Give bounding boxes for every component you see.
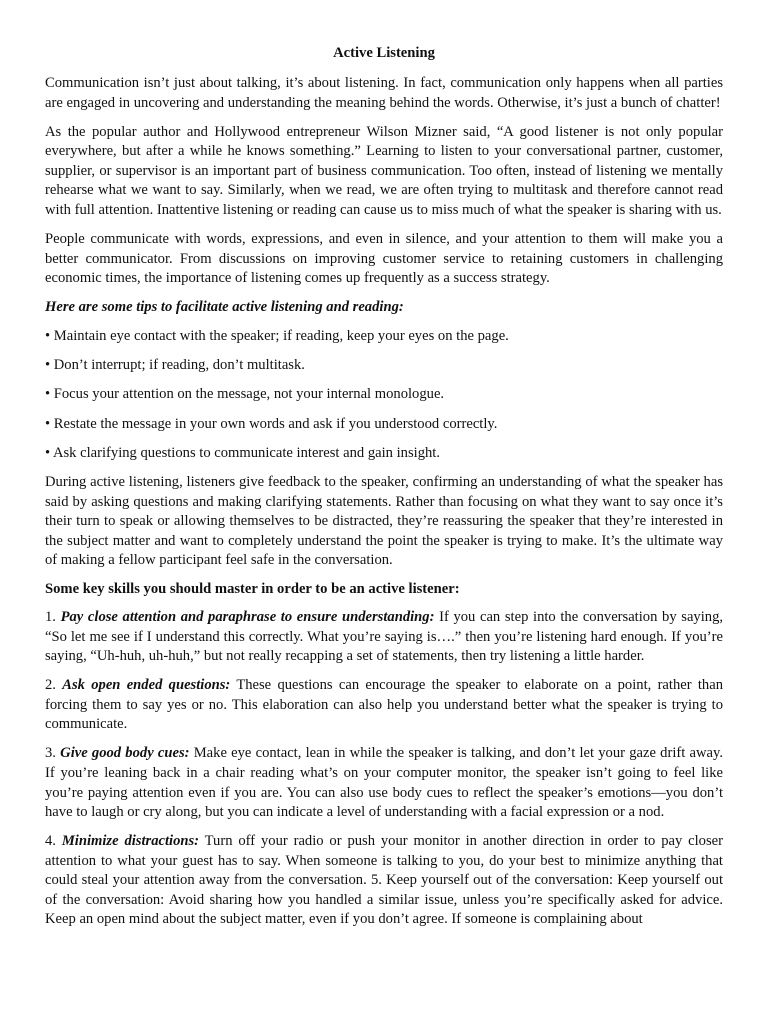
tip-item: • Restate the message in your own words and ask if you understood correctly.	[45, 415, 498, 432]
document-page	[45, 44, 723, 939]
tip-item: • Maintain eye contact with the speaker; if reading, keep your eyes on the page.	[45, 328, 509, 345]
skill-text: Turn off your radio or push your monitor in another direction in order to pay closer attention to what your guest has to say. When someone is talking to you, do your best to minimize anything that could steal your attention away from the conversation. 5. Keep yourself out of the conversation: Keep yourself out of the conversation: Avoid sharing how you handled a similar issue, unless you’re specifically asked for advice. Keep an open mind about the subject matter, even if you don’t agree. If someone is complaining about	[45, 833, 723, 928]
skill-number: 2.	[45, 677, 63, 694]
skill-item	[45, 744, 723, 822]
skill-number: 1.	[45, 608, 61, 625]
feedback-paragraph: During active listening, listeners give feedback to the speaker, confirming an understanding of what the speaker has said by asking questions and making clarifying statements. Rather than focusing on what they want to say once it’s their turn to speak or allowing themselves to be distracted, they’re reassuring the speaker that they’re interested in the subject matter and want to completely understand the point the speaker is trying to make. It’s the ultimate way of making a fellow participant feel safe in the conversation.	[45, 474, 723, 569]
skill-item	[45, 832, 723, 930]
tip-item: • Focus your attention on the message, not your internal monologue.	[45, 386, 445, 403]
skill-item	[45, 676, 723, 735]
skill-text: Make eye contact, lean in while the speaker is talking, and don’t let your gaze drift away. If you’re leaning back in a chair reading what’s on your computer monitor, the speaker isn’t going to feel like you’re paying attention even if you are. You can also use body cues to reflect the speaker’s emotions—you don’t have to laugh or cry along, but you can indicate a level of understanding with a facial expression or a nod.	[45, 745, 723, 821]
tips-heading: Here are some tips to facilitate active listening and reading:	[45, 299, 404, 316]
quote-paragraph: As the popular author and Hollywood entrepreneur Wilson Mizner said, “A good listener is not only popular everywhere, but after a while he knows something.” Learning to listen to your conversational partner, customer, supplier, or supervisor is an important part of business communication. Too often, instead of listening we mentally rehearse what we want to say. Similarly, when we read, we are often trying to multitask and therefore cannot read with full attention. Inattentive listening or reading can cause us to miss much of what the speaker is sharing with us.	[45, 123, 723, 218]
skill-text: These questions can encourage the speaker to elaborate on a point, rather than forcing them to say yes or no. This elaboration can also help you understand better what the speaker is trying to communicate.	[45, 677, 724, 733]
tip-item: • Don’t interrupt; if reading, don’t multitask.	[45, 357, 305, 374]
skill-number: 4.	[45, 833, 62, 850]
document-title: Active Listening	[333, 45, 435, 61]
tip-item: • Ask clarifying questions to communicate interest and gain insight.	[45, 444, 441, 461]
skill-number: 3.	[45, 745, 61, 762]
skill-label: Pay close attention and paraphrase to ensure understanding:	[60, 608, 435, 625]
skill-label: Give good body cues:	[60, 745, 190, 762]
skill-label: Minimize distractions:	[61, 833, 200, 850]
intro-paragraph: Communication isn’t just about talking, it’s about listening. In fact, communication only happens when all parties are engaged in uncovering and understanding the meaning behind the words. Otherwise, it’s just a bunch of chatter!	[45, 75, 723, 111]
skill-text: If you can step into the conversation by saying, “So let me see if I understand this correctly. What you’re saying is….” then you’re listening hard enough. If you’re saying, “Uh-huh, uh-huh,” but not really recapping a set of statements, then try listening a little harder.	[45, 608, 724, 665]
skill-item	[45, 608, 723, 667]
skills-heading: Some key skills you should master in order to be an active listener:	[45, 581, 460, 598]
skill-label: Ask open ended questions:	[62, 677, 231, 694]
communicator-paragraph: People communicate with words, expressions, and even in silence, and your attention to them will make you a better communicator. From discussions on improving customer service to retaining customers in challenging economic times, the importance of listening comes up frequently as a success strategy.	[45, 230, 723, 287]
